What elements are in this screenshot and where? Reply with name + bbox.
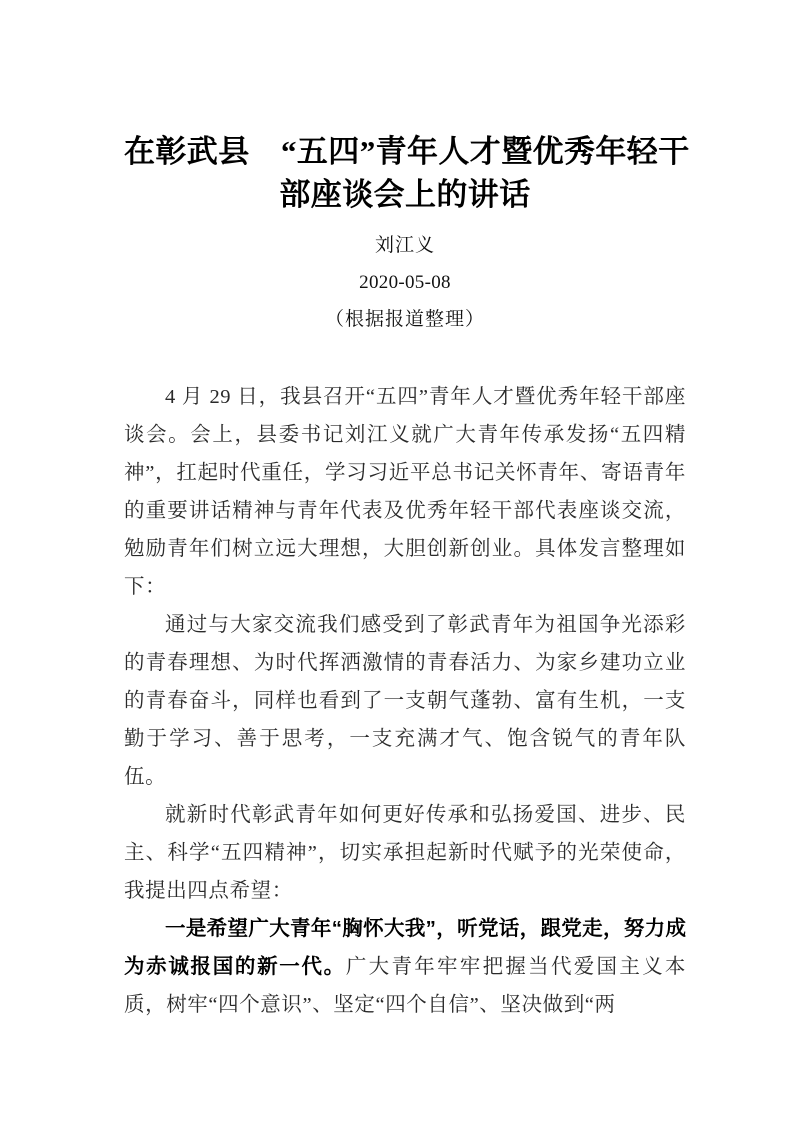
author-name: 刘江义 [374, 235, 435, 256]
page-title-line-1: 在彰武县 “五四”青年人才暨优秀年轻干 [124, 134, 690, 169]
source-note: （根据报道整理） [324, 309, 485, 330]
paragraph-3 [124, 796, 686, 910]
paragraph-4 [124, 910, 686, 1024]
body-text [124, 378, 686, 1024]
paragraph-2-text: 通过与大家交流我们感受到了彰武青年为祖国争光添彩的青春理想、为时代挥洒激情的青春活力、为家乡建功立业的青春奋斗，同样也看到了一支朝气蓬勃、富有生机，一支勤于学习、善于思考，一支充满才气、饱含锐气的青年队伍。 [124, 614, 686, 788]
paragraph-4-text: 广大青年牢牢把握当代爱国主义本质，树牢“四个意识”、坚定“四个自信”、坚决做到“两 [124, 956, 686, 1016]
paragraph-2 [124, 606, 686, 796]
page-content [124, 0, 690, 1024]
paragraph-1-text: 4 月 29 日，我县召开“五四”青年人才暨优秀年轻干部座谈会。会上，县委书记刘江义就广大青年传承发扬“五四精神”，扛起时代重任，学习习近平总书记关怀青年、寄语青年的重要讲话精神与青年代表及优秀年轻干部代表座谈交流，勉励青年们树立远大理想，大胆创新创业。具体发言整理如下： [124, 386, 686, 598]
byline-block [124, 227, 686, 338]
page-title [124, 0, 690, 216]
publication-date: 2020-05-08 [359, 272, 451, 293]
paragraph-3-text: 就新时代彰武青年如何更好传承和弘扬爱国、进步、民主、科学“五四精神”，切实承担起新时代赋予的光荣使命，我提出四点希望： [124, 804, 686, 902]
page-title-line-2: 部座谈会上的讲话 [279, 177, 531, 212]
paragraph-4-lead-bold: 一是希望广大青年“胸怀大我”，听党话，跟党走，努力成为赤诚报国的新一代。 [124, 917, 686, 978]
paragraph-1 [124, 378, 686, 606]
